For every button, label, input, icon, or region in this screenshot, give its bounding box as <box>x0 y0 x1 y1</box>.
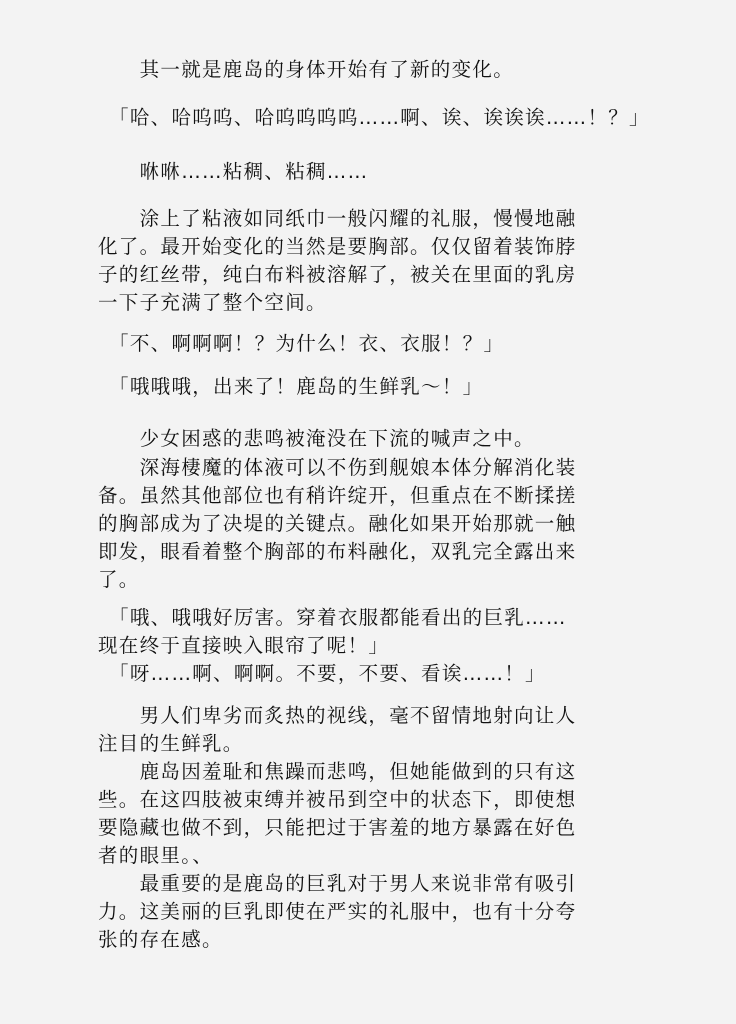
text-line: 些。在这四肢被束缚并被吊到空中的状态下，即使想 <box>98 788 577 811</box>
text-line: 子的红丝带，纯白布料被溶解了，被关在里面的乳房 <box>98 263 577 286</box>
text-line: 「不、啊啊啊！？为什么！衣、衣服！？」 <box>98 332 505 355</box>
text-line: 男人们卑劣而炙热的视线，毫不留情地射向让人 <box>98 704 577 727</box>
text-line: 「哦、哦哦好厉害。穿着衣服都能看出的巨乳…… <box>98 606 567 629</box>
text-line: 「哦哦哦，出来了！鹿岛的生鲜乳〜！」 <box>98 375 484 398</box>
text-line: 张的存在感。 <box>98 928 223 951</box>
text-line: 最重要的是鹿岛的巨乳对于男人来说非常有吸引 <box>98 872 577 895</box>
text-line: 现在终于直接映入眼帘了呢！」 <box>98 634 390 657</box>
text-line: 力。这美丽的巨乳即使在严实的礼服中，也有十分夸 <box>98 900 577 923</box>
text-line: 「哈、哈呜呜、哈呜呜呜呜……啊、诶、诶诶诶……！？」 <box>98 106 650 129</box>
text-line: 鹿岛因羞耻和焦躁而悲鸣，但她能做到的只有这 <box>98 760 577 783</box>
text-line: 深海棲魔的体液可以不伤到舰娘本体分解消化装 <box>98 456 577 479</box>
text-line: 注目的生鲜乳。 <box>98 732 244 755</box>
text-line: 化了。最开始变化的当然是要胸部。仅仅留着装饰脖 <box>98 235 577 258</box>
text-line: 少女困惑的悲鸣被淹没在下流的喊声之中。 <box>98 427 535 450</box>
text-line: 即发，眼看着整个胸部的布料融化，双乳完全露出来 <box>98 540 577 563</box>
text-line: 者的眼里。、 <box>98 844 214 867</box>
text-line: 涂上了粘液如同纸巾一般闪耀的礼服，慢慢地融 <box>98 207 577 230</box>
text-line: 一下子充满了整个空间。 <box>98 291 327 314</box>
text-line: 咻咻……粘稠、粘稠…… <box>98 160 369 183</box>
text-line: 了。 <box>98 568 140 591</box>
text-line: 其一就是鹿岛的身体开始有了新的变化。 <box>98 58 515 81</box>
text-line: 备。虽然其他部位也有稍许绽开，但重点在不断揉搓 <box>98 484 577 507</box>
text-line: 的胸部成为了决堤的关键点。融化如果开始那就一触 <box>98 512 577 535</box>
text-line: 要隐藏也做不到，只能把过于害羞的地方暴露在好色 <box>98 816 577 839</box>
text-line: 「呀……啊、啊啊。不要，不要、看诶……！」 <box>98 662 546 685</box>
